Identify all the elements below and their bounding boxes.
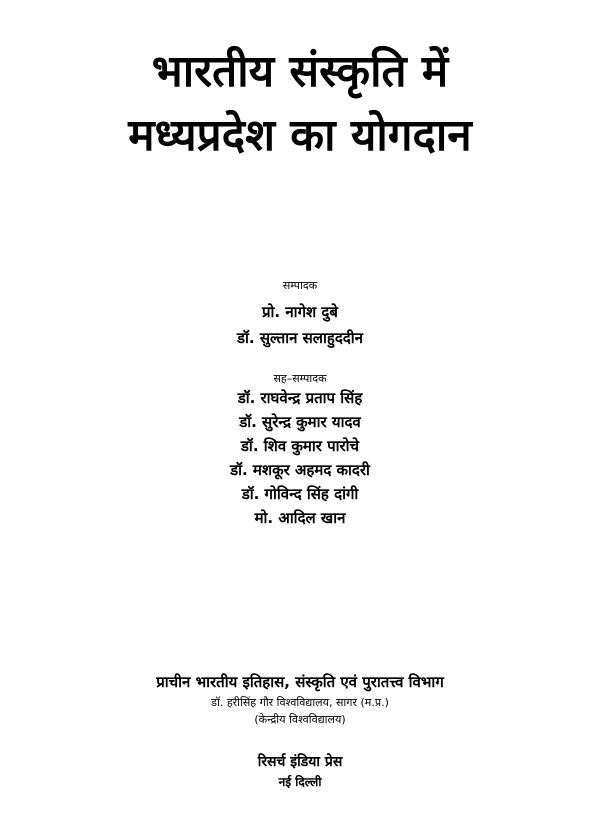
book-title-line-1: भारतीय संस्कृति में	[151, 46, 449, 97]
co-editor-name: डॉ. गोविन्द सिंह दांगी	[241, 485, 359, 503]
co-editor-name: डॉ. राघवेन्द्र प्रताप सिंह	[237, 389, 363, 407]
co-editors-label: सह–सम्पादक	[273, 372, 327, 385]
co-editor-name: डॉ. शिव कुमार पारोचे	[240, 437, 360, 455]
editors-label: सम्पादक	[282, 279, 318, 292]
editor-name: डॉ. सुल्तान सलाहुददीन	[237, 329, 363, 347]
book-title-line-2: मध्यप्रदेश का योगदान	[128, 110, 472, 161]
university-name: डॉ. हरीसिंह गौर विश्वविद्यालय, सागर (म.प्र.)	[211, 696, 389, 709]
publisher-place: नई दिल्ली	[278, 775, 322, 789]
publisher-name: रिसर्च इंडिया प्रेस	[257, 754, 343, 770]
co-editor-name: मो. आदिल खान	[254, 509, 346, 527]
co-editor-name: डॉ. मशकूर अहमद कादरी	[230, 461, 370, 479]
co-editor-name: डॉ. सुरेन्द्र कुमार यादव	[239, 413, 361, 431]
university-type: (केन्द्रीय विश्वविद्यालय)	[254, 713, 346, 726]
department-name: प्राचीन भारतीय इतिहास, संस्कृति एवं पुरातत्त्व विभाग	[156, 673, 444, 691]
editor-name: प्रो. नागेश दुबे	[262, 303, 338, 321]
